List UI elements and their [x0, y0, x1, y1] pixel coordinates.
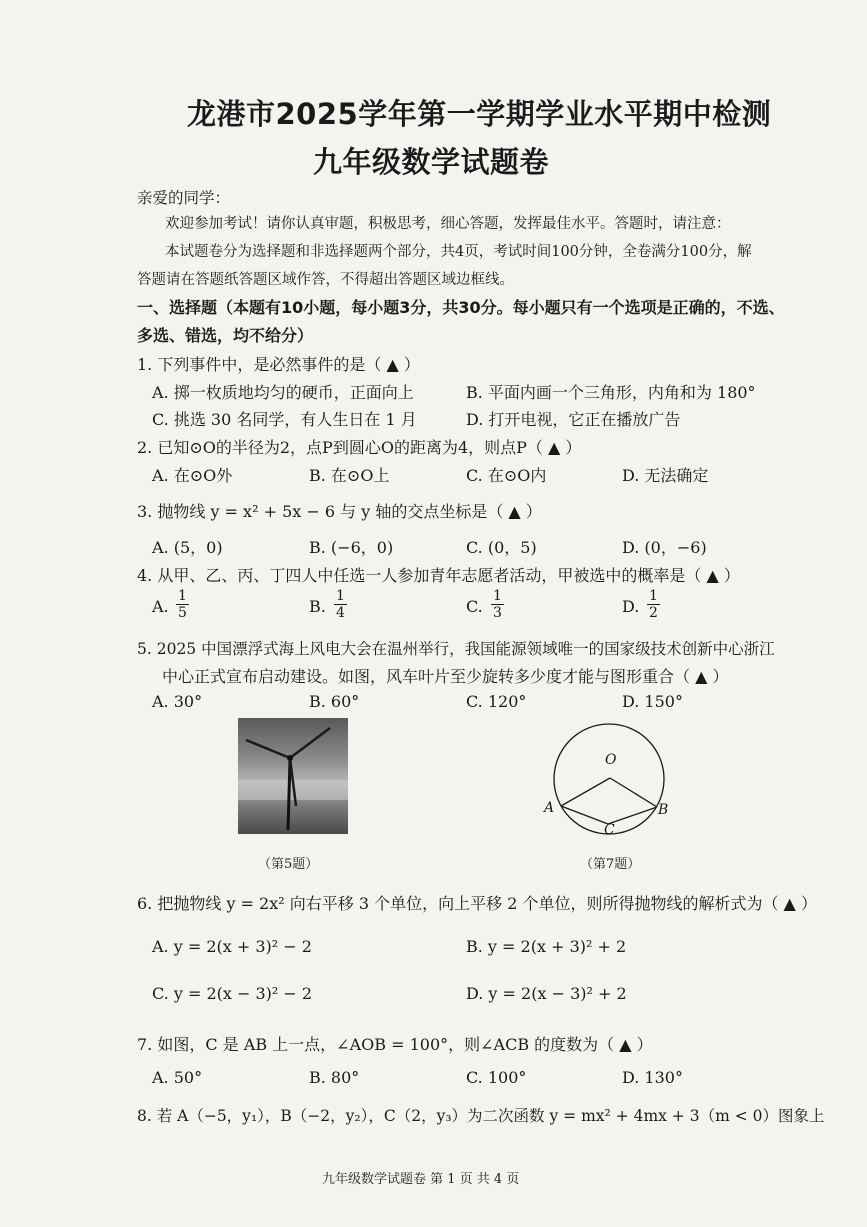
q4-stem: 4. 从甲、乙、丙、丁四人中任选一人参加青年志愿者活动，甲被选中的概率是（ ▲ ） [137, 566, 740, 585]
q3-option-b: B. (−6，0) [309, 538, 394, 557]
q6-option-b: B. y = 2(x + 3)² + 2 [466, 937, 627, 956]
q1-option-b: B. 平面内画一个三角形，内角和为 180° [466, 383, 756, 402]
q2-option-c: C. 在⊙O内 [466, 466, 547, 485]
q4-option-d-fraction: $\frac{1}{2}$ [649, 588, 658, 621]
page-footer: 九年级数学试题卷 第 1 页 共 4 页 [322, 1172, 520, 1187]
q4-option-a-label: A. [152, 597, 169, 616]
q7-option-a: A. 50° [152, 1068, 203, 1087]
q3-option-c: C. (0，5) [466, 538, 537, 557]
q3-stem: 3. 抛物线 y = x² + 5x − 6 与 y 轴的交点坐标是（ ▲ ） [137, 502, 542, 521]
intro-paragraph-2b: 答题请在答题纸答题区域作答，不得超出答题区域边框线。 [137, 272, 514, 288]
label-o: O [605, 752, 617, 768]
q4-option-a-fraction: $\frac{1}{5}$ [178, 588, 187, 621]
q7-option-d: D. 130° [622, 1068, 683, 1087]
q6-option-c: C. y = 2(x − 3)² − 2 [152, 984, 313, 1003]
fig5-caption: （第5题） [258, 857, 319, 872]
q4-option-b-fraction: $\frac{1}{4}$ [336, 588, 345, 621]
section-heading-cont: 多选、错选，均不给分） [137, 326, 314, 345]
q5-option-c: C. 120° [466, 692, 527, 711]
q7-option-c: C. 100° [466, 1068, 527, 1087]
q5-option-b: B. 60° [309, 692, 360, 711]
intro-paragraph-2a: 本试题卷分为选择题和非选择题两个部分，共4页，考试时间100分钟，全卷满分100分，解 [165, 244, 752, 260]
q6-option-d: D. y = 2(x − 3)² + 2 [466, 984, 627, 1003]
q4-option-b-label: B. [309, 597, 326, 616]
q4-option-c-fraction: $\frac{1}{3}$ [493, 588, 502, 621]
q3-option-a: A. (5，0) [152, 538, 223, 557]
q6-option-a: A. y = 2(x + 3)² − 2 [152, 937, 312, 956]
q5-option-a: A. 30° [152, 692, 203, 711]
q4-option-c-label: C. [466, 597, 483, 616]
exam-title: 龙港市2025学年第一学期学业水平期中检测 [187, 97, 772, 131]
q1-option-a: A. 掷一枚质地均匀的硬币，正面向上 [152, 383, 414, 402]
q2-option-b: B. 在⊙O上 [309, 466, 390, 485]
q4-option-d-label: D. [622, 597, 640, 616]
q5-stem-line1: 5. 2025 中国漂浮式海上风电大会在温州举行，我国能源领域唯一的国家级技术创新中心浙江 [137, 640, 775, 658]
intro-paragraph-1: 欢迎参加考试！请你认真审题，积极思考，细心答题，发挥最佳水平。答题时，请注意： [165, 216, 731, 232]
q3-option-d: D. (0，−6) [622, 538, 707, 557]
greeting: 亲爱的同学： [137, 189, 231, 207]
q6-stem: 6. 把抛物线 y = 2x² 向右平移 3 个单位，向上平移 2 个单位，则所得抛物线的解析式为（ ▲ ） [137, 894, 817, 913]
label-a: A [544, 800, 555, 816]
q8-stem: 8. 若 A（−5，y₁），B（−2，y₂），C（2，y₃）为二次函数 y = mx² + 4mx + 3（m < 0）图象上 [137, 1107, 825, 1125]
q7-stem: 7. 如图，C 是 AB 上一点，∠AOB = 100°，则∠ACB 的度数为（ ▲ ） [137, 1035, 653, 1054]
q1-stem: 1. 下列事件中，是必然事件的是（ ▲ ） [137, 355, 420, 374]
q1-option-d: D. 打开电视，它正在播放广告 [466, 410, 681, 429]
label-b: B [658, 802, 669, 818]
q2-stem: 2. 已知⊙O的半径为2，点P到圆心O的距离为4，则点P（ ▲ ） [137, 438, 582, 457]
q1-option-c: C. 挑选 30 名同学，有人生日在 1 月 [152, 410, 417, 429]
q7-option-b: B. 80° [309, 1068, 360, 1087]
q5-option-d: D. 150° [622, 692, 683, 711]
q2-option-a: A. 在⊙O外 [152, 466, 233, 485]
fig7-caption: （第7题） [580, 857, 641, 872]
q2-option-d: D. 无法确定 [622, 466, 709, 485]
q5-stem-line2: 中心正式宣布启动建设。如图，风车叶片至少旋转多少度才能与图形重合（ ▲ ） [162, 667, 729, 686]
exam-subtitle: 九年级数学试题卷 [313, 145, 550, 179]
label-c: C [604, 822, 615, 838]
section-heading: 一、选择题（本题有10小题，每小题3分，共30分。每小题只有一个选项是正确的，不选、 [137, 298, 785, 317]
wind-turbine-photo [238, 718, 348, 834]
